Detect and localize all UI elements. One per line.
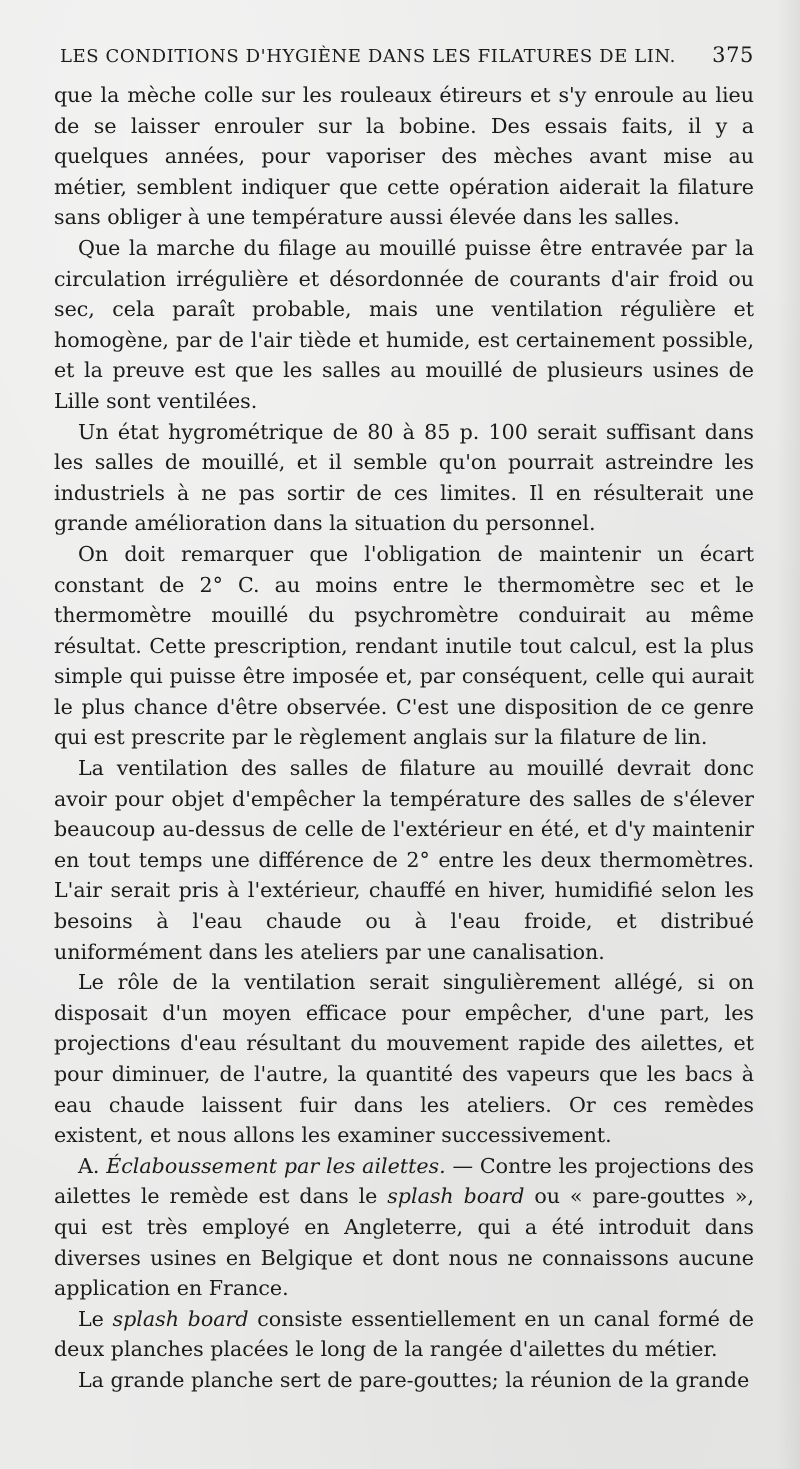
paragraph: Que la marche du filage au mouillé puisse être entravée par la circulation irrégulière et désordonnée de courants d'air froid ou sec, cela paraît probable, mais une ventilation régulière et homogène, par de l'air tiède et humide, est certainement possible, et la preuve est que les salles au mouillé de plusieurs usines de Lille sont ventilées. xyxy=(54,235,754,413)
paragraph: Un état hygrométrique de 80 à 85 p. 100 serait suffisant dans les salles de mouillé, et il semble qu'on pourrait astreindre les industriels à ne pas sortir de ces limites. Il en résulterait une grande amélioration dans la situation du personnel. xyxy=(54,419,754,536)
paragraph: que la mèche colle sur les rouleaux étireurs et s'y enroule au lieu de se laisser enrouler sur la bobine. Des essais faits, il y a quelques années, pour vaporiser des mèches avant mise au métier, semblent indiquer que cette opération aiderait la filature sans obliger à une température aussi élevée dans les salles. xyxy=(54,83,754,230)
paragraph: La ventilation des salles de filature au mouillé devrait donc avoir pour objet d'empêcher la température des salles de s'élever beaucoup au-dessus de celle de l'extérieur en été, et d'y maintenir en tout temps une différence de 2° entre les deux thermomètres. L'air serait pris à l'extérieur, chauffé en hiver, humidifié selon les besoins à l'eau chaude ou à l'eau froide, et distribué uniformément dans les ateliers par une canalisation. xyxy=(54,756,754,964)
section-letter: A. xyxy=(78,1153,107,1178)
paragraph-section-a xyxy=(54,1151,754,1304)
term-splash-board: splash board xyxy=(112,1306,249,1331)
paragraph-text: ou « pare-gouttes », qui est très employé en Angleterre, qui a été introduit dans diverses usines en Belgique et dont nous ne connaissons aucune application en France. xyxy=(54,1184,754,1301)
body-text xyxy=(54,80,754,1396)
section-heading: Éclaboussement par les ailettes. xyxy=(106,1153,446,1178)
page-edge-shadow xyxy=(776,0,800,1469)
paragraph: La grande planche sert de pare-gouttes; la réunion de la grande xyxy=(78,1367,750,1392)
paragraph: Le rôle de la ventilation serait singulièrement allégé, si on disposait d'un moyen efficace pour empêcher, d'une part, les projections d'eau résultant du mouvement rapide des ailettes, et pour diminuer, de l'autre, la quantité des vapeurs que les bacs à eau chaude laissent fuir dans les ateliers. Or ces remèdes existent, et nous allons les examiner successivement. xyxy=(54,970,754,1148)
paragraph-text: — Contre les projections des ailettes le remède est dans le xyxy=(54,1153,754,1209)
paragraph: On doit remarquer que l'obligation de maintenir un écart constant de 2° C. au moins entre le thermomètre sec et le thermomètre mouillé du psychromètre conduirait au même résultat. Cette prescription, rendant inutile tout calcul, est la plus simple qui puisse être imposée et, par conséquent, celle qui aurait le plus chance d'être observée. C'est une disposition de ce genre qui est prescrite par le règlement anglais sur la filature de lin. xyxy=(54,541,754,750)
running-head-title: LES CONDITIONS D'HYGIÈNE DANS LES FILATURES DE LIN. xyxy=(60,46,676,67)
page-number: 375 xyxy=(712,43,754,67)
term-splash-board: splash board xyxy=(387,1184,525,1209)
paragraph xyxy=(54,1304,754,1365)
running-head xyxy=(60,40,754,72)
paragraph-text: Le xyxy=(78,1306,113,1331)
paragraph-text: consiste essentiellement en un canal formé de deux planches placées le long de la rangée d'ailettes du métier. xyxy=(54,1306,754,1362)
